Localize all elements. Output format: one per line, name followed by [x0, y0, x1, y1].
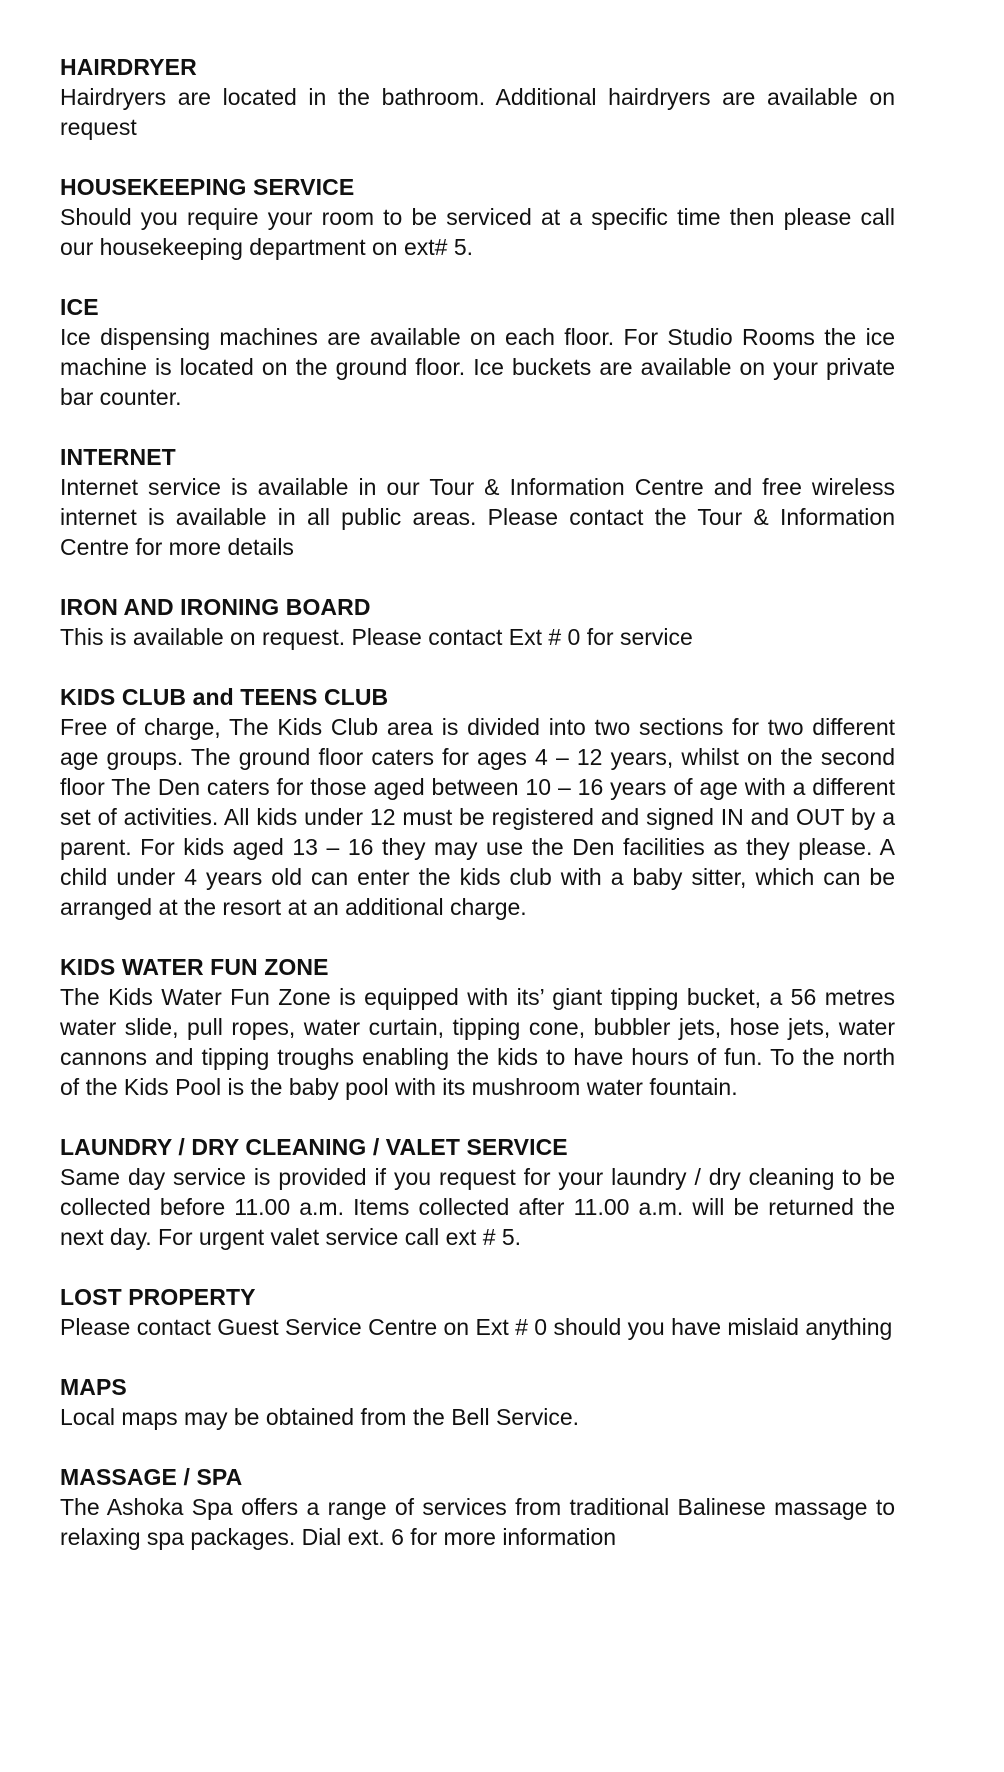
section-kids-water-fun-zone — [60, 952, 895, 1102]
section-text: Same day service is provided if you request for your laundry / dry cleaning to be collected before 11.00 a.m. Items collected after 11.00 a.m. will be returned the next day. For urgent valet service call ext # 5. — [60, 1164, 895, 1250]
section-heading: KIDS CLUB and TEENS CLUB — [60, 684, 389, 710]
guest-directory-page — [60, 52, 895, 1582]
section-ice — [60, 292, 895, 412]
section-text: Please contact Guest Service Centre on Ext # 0 should you have mislaid anything — [60, 1314, 893, 1340]
section-text: Free of charge, The Kids Club area is divided into two sections for two different age groups. The ground floor caters for ages 4 – 12 years, whilst on the second floor The Den caters for those aged between 10 – 16 years of age with a different set of activities. All kids under 12 must be registered and signed IN and OUT by a parent. For kids aged 13 – 16 they may use the Den facilities as they please. A child under 4 years old can enter the kids club with a baby sitter, which can be arranged at the resort at an additional charge. — [60, 714, 895, 920]
section-heading: LOST PROPERTY — [60, 1284, 256, 1310]
section-heading: LAUNDRY / DRY CLEANING / VALET SERVICE — [60, 1134, 568, 1160]
section-text: The Kids Water Fun Zone is equipped with its’ giant tipping bucket, a 56 metres water slide, pull ropes, water curtain, tipping cone, bubbler jets, hose jets, water cannons and tipping troughs enabling the kids to have hours of fun. To the north of the Kids Pool is the baby pool with its mushroom water fountain. — [60, 984, 895, 1100]
section-heading: HOUSEKEEPING SERVICE — [60, 174, 355, 200]
section-heading: KIDS WATER FUN ZONE — [60, 954, 329, 980]
section-hairdryer — [60, 52, 895, 142]
section-text: The Ashoka Spa offers a range of services from traditional Balinese massage to relaxing spa packages. Dial ext. 6 for more information — [60, 1494, 895, 1550]
section-heading: ICE — [60, 294, 99, 320]
section-internet — [60, 442, 895, 562]
section-text: Internet service is available in our Tour & Information Centre and free wireless internet is available in all public areas. Please contact the Tour & Information Centre for more details — [60, 474, 895, 560]
section-lost-property — [60, 1282, 895, 1342]
section-heading: IRON AND IRONING BOARD — [60, 594, 371, 620]
section-heading: HAIRDRYER — [60, 54, 197, 80]
section-text: Hairdryers are located in the bathroom. Additional hairdryers are available on request — [60, 84, 895, 140]
section-maps — [60, 1372, 895, 1432]
section-iron-and-ironing-board — [60, 592, 895, 652]
section-text: This is available on request. Please contact Ext # 0 for service — [60, 624, 693, 650]
section-heading: MASSAGE / SPA — [60, 1464, 243, 1490]
section-kids-club — [60, 682, 895, 922]
section-heading: INTERNET — [60, 444, 176, 470]
section-text: Ice dispensing machines are available on each floor. For Studio Rooms the ice machine is located on the ground floor. Ice buckets are available on your private bar counter. — [60, 324, 895, 410]
section-text: Local maps may be obtained from the Bell Service. — [60, 1404, 580, 1430]
section-massage-spa — [60, 1462, 895, 1552]
section-housekeeping-service — [60, 172, 895, 262]
section-laundry — [60, 1132, 895, 1252]
section-text: Should you require your room to be serviced at a specific time then please call our housekeeping department on ext# 5. — [60, 204, 895, 260]
section-heading: MAPS — [60, 1374, 127, 1400]
